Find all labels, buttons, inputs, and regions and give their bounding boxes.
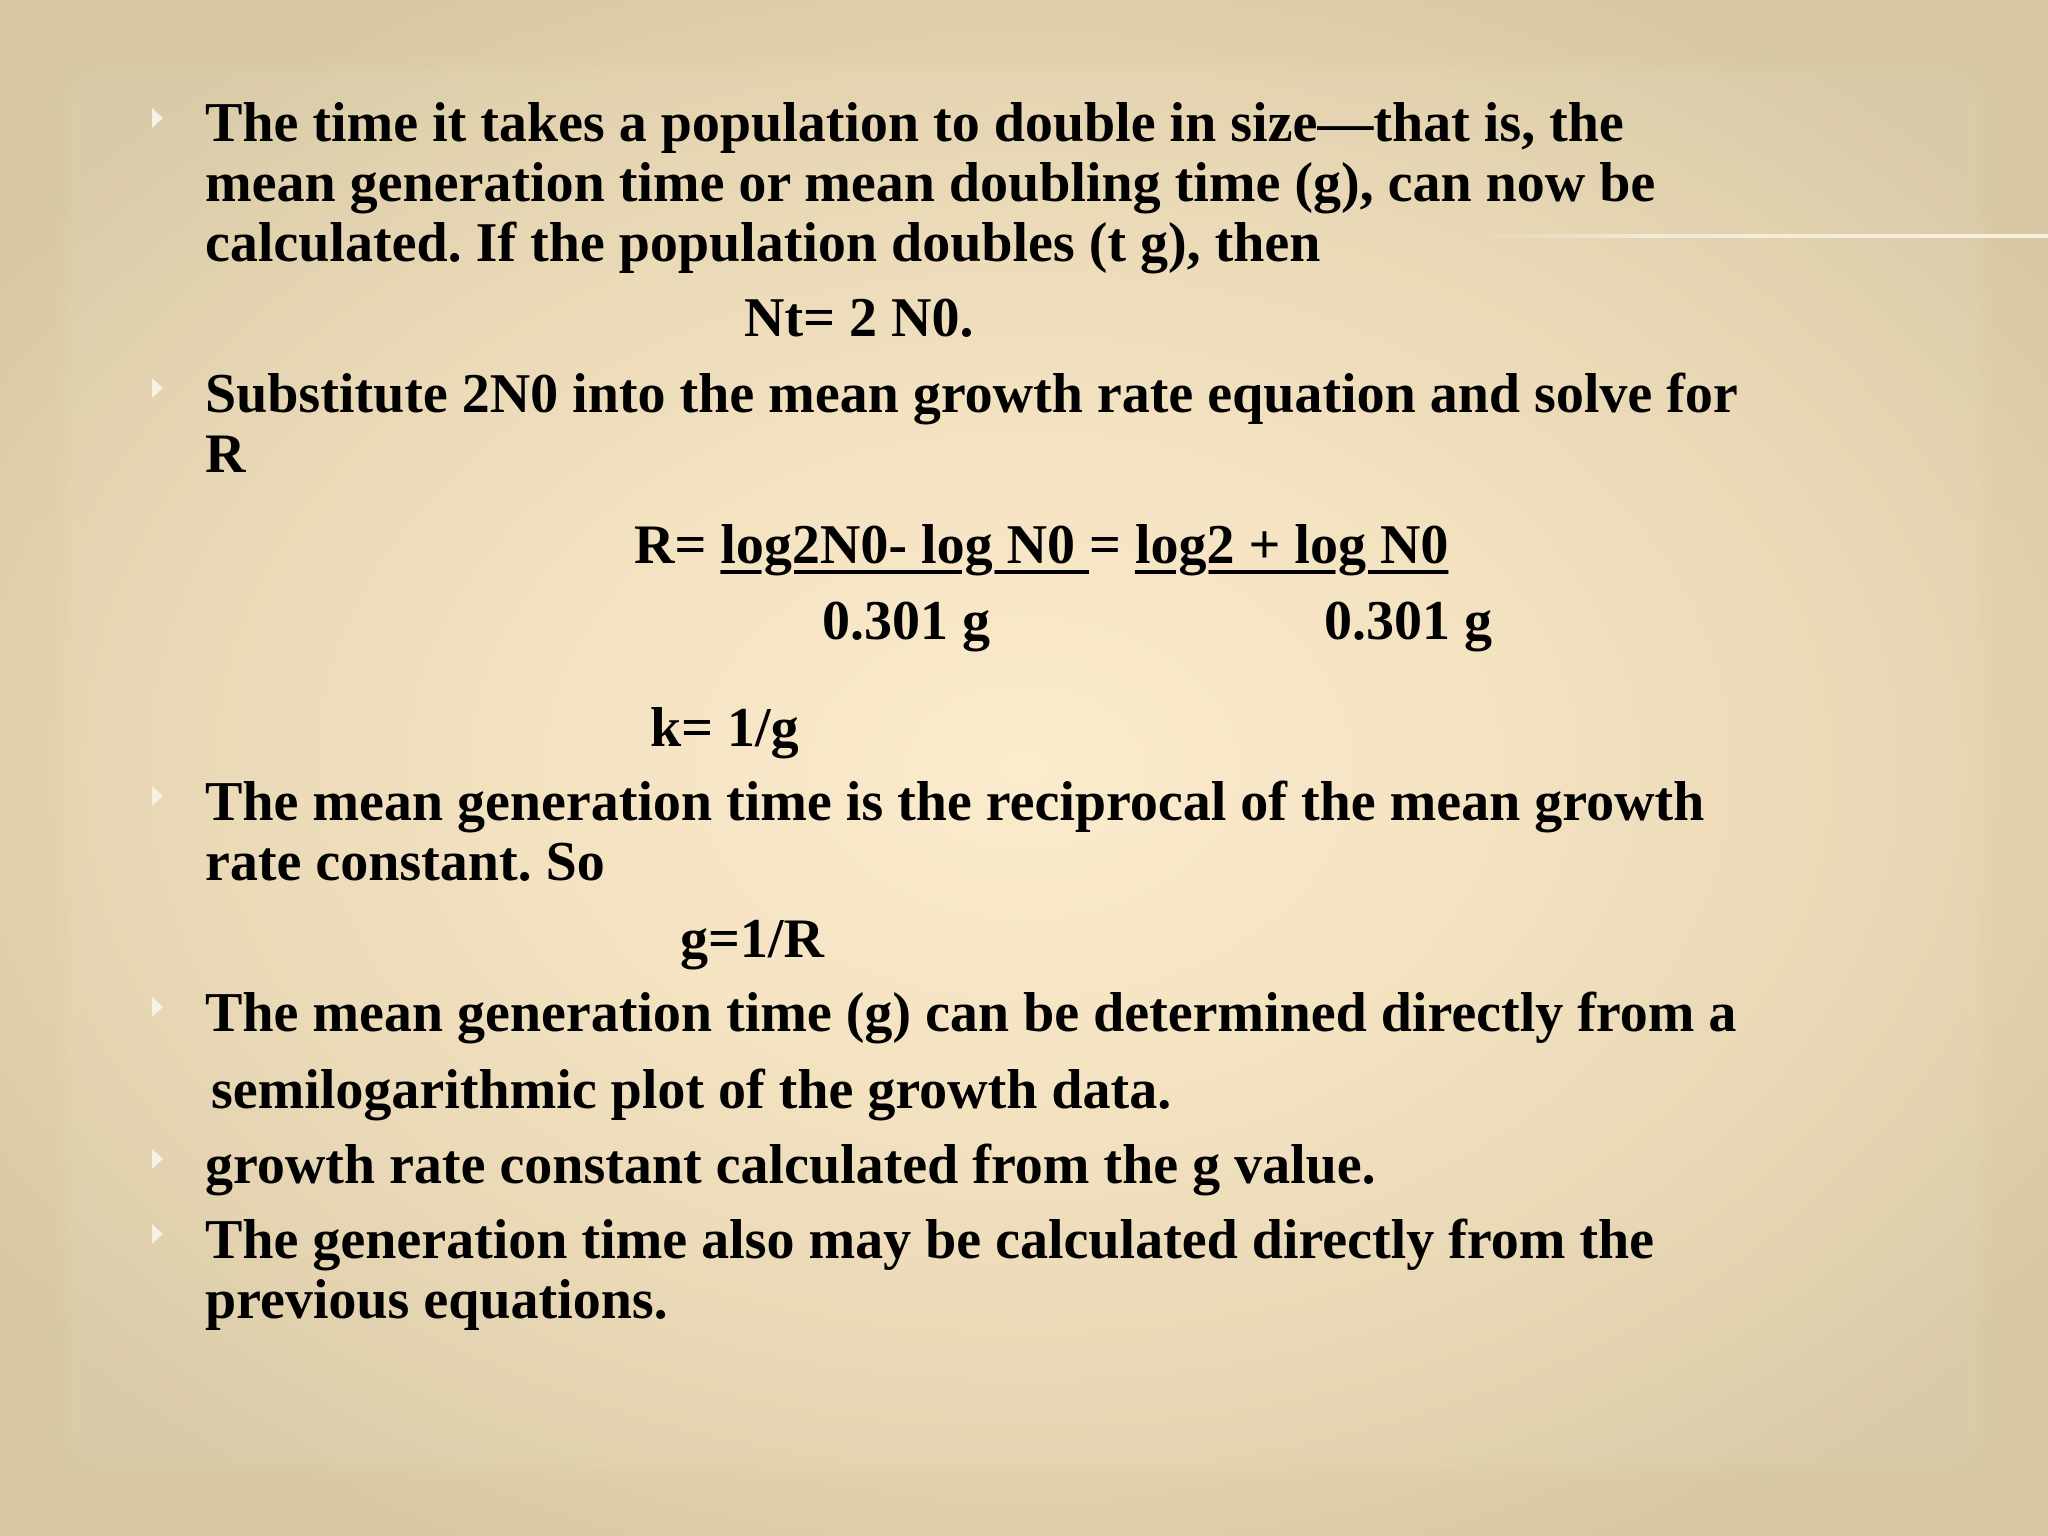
equation-R-denominator-2: 0.301 g <box>1324 590 1492 652</box>
equation-k: k= 1/g <box>650 697 799 759</box>
bullet-4-line-1: The mean generation time (g) can be determined directly from a <box>205 982 1737 1044</box>
bullet-6-text <box>205 1210 1654 1330</box>
bullet-arrow-icon <box>152 108 163 128</box>
equation-R-equals: = <box>1089 514 1135 576</box>
bullet-5-line-1: growth rate constant calculated from the g value. <box>205 1134 1376 1196</box>
bullet-2-line-2: R <box>205 423 246 485</box>
equation-R-denominator-1: 0.301 g <box>822 590 990 652</box>
bullet-1-line-2: mean generation time or mean doubling time (g), can now be <box>205 152 1656 214</box>
bullet-2-line-1: Substitute 2N0 into the mean growth rate equation and solve for <box>205 363 1738 425</box>
bullet-arrow-icon <box>152 786 163 806</box>
bullet-1-line-1: The time it takes a population to double in size—that is, the <box>205 92 1624 154</box>
equation-g: g=1/R <box>680 908 824 970</box>
bullet-arrow-icon <box>152 1224 163 1244</box>
bullet-arrow-icon <box>152 378 163 398</box>
bullet-4-line-2: semilogarithmic plot of the growth data. <box>211 1059 1172 1121</box>
bullet-2-text <box>205 364 1738 484</box>
bullet-arrow-icon <box>152 997 163 1017</box>
bullet-3-line-1: The mean generation time is the reciprocal of the mean growth <box>205 771 1705 833</box>
equation-R-numerator-1: log2N0- log N0 <box>720 514 1090 576</box>
bullet-arrow-icon <box>152 1149 163 1169</box>
bullet-3-text <box>205 772 1704 892</box>
bullet-6-line-2: previous equations. <box>205 1269 668 1331</box>
bullet-3-line-2: rate constant. So <box>205 831 605 893</box>
equation-R <box>634 515 1448 575</box>
bullet-6-line-1: The generation time also may be calculated directly from the <box>205 1209 1654 1271</box>
equation-doubling: Nt= 2 N0. <box>744 287 974 349</box>
equation-R-numerator-2: log2 + log N0 <box>1134 514 1449 576</box>
bullet-1-text <box>205 93 1655 273</box>
bullet-1-line-3: calculated. If the population doubles (t g), then <box>205 212 1321 274</box>
equation-R-lhs: R= <box>634 514 721 576</box>
